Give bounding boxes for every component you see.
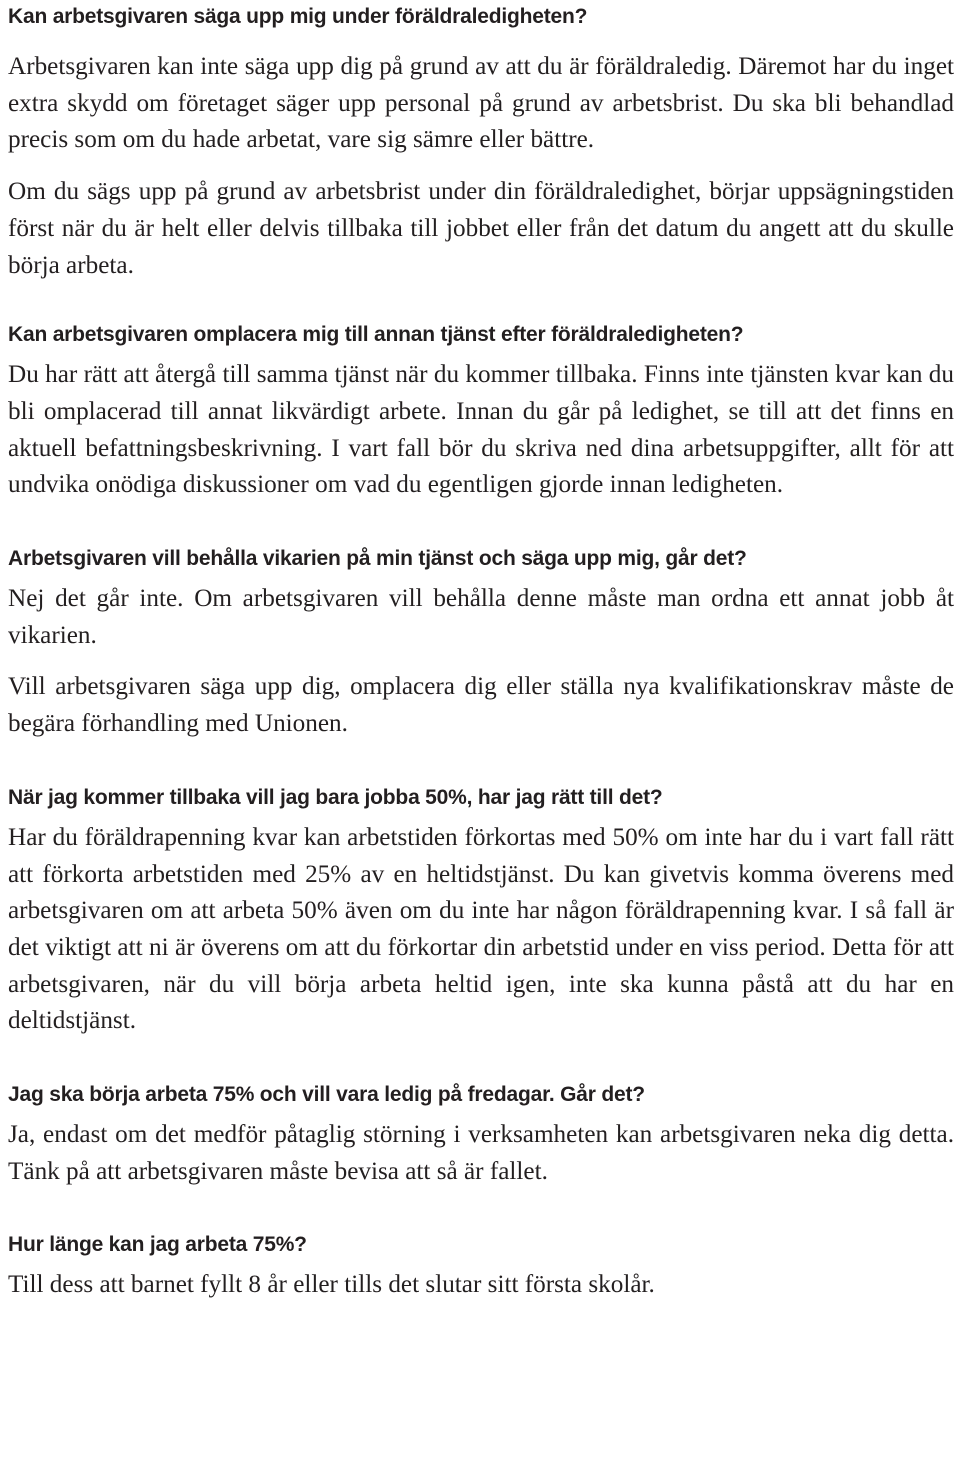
paragraph-dismissal-2: Om du sägs upp på grund av arbetsbrist under din föräldraledighet, börjar uppsägningstiden först när du är helt eller delvis tillbaka till jobbet eller från det datum du angett att du skulle börja arbeta. xyxy=(8,178,954,279)
heading-keep-substitute: Arbetsgivaren vill behålla vikarien på min tjänst och säga upp mig, går det? xyxy=(8,547,747,571)
document-page xyxy=(8,0,954,1304)
heading-work-50-percent: När jag kommer tillbaka vill jag bara jobba 50%, har jag rätt till det? xyxy=(8,785,663,809)
heading-reassignment: Kan arbetsgivaren omplacera mig till annan tjänst efter föräldraledigheten? xyxy=(8,323,744,347)
paragraph-how-long-75: Till dess att barnet fyllt 8 år eller tills det slutar sitt första skolår. xyxy=(8,1271,655,1299)
paragraph-reassignment: Du har rätt att återgå till samma tjänst när du kommer tillbaka. Finns inte tjänsten kvar kan du bli omplacerad till annat likvärdigt arbete. Innan du går på ledighet, se till att det finns en aktuell befattningsbeskrivning. I vart fall bör du skriva ned dina arbetsuppgifter, allt för att undvika onödiga diskussioner om vad du egentligen gjorde innan ledigheten. xyxy=(8,361,954,499)
heading-dismissal-during-leave: Kan arbetsgivaren säga upp mig under föräldraledigheten? xyxy=(8,5,588,28)
heading-how-long-75: Hur länge kan jag arbeta 75%? xyxy=(8,1233,307,1257)
paragraph-work-50-percent: Har du föräldrapenning kvar kan arbetstiden förkortas med 50% om inte har du i vart fall rätt att förkorta arbetstiden med 25% av en heltidstjänst. Du kan givetvis komma överens med arbetsgivaren om att arbeta 50% även om du inte har någon föräldrapenning kvar. I så fall är det viktigt att ni är överens om att du förkortar din arbetstid under en viss period. Detta för att arbetsgivaren, när du vill börja arbeta heltid igen, inte ska kunna påstå att du har en deltidstjänst. xyxy=(8,823,954,1035)
paragraph-dismissal-1: Arbetsgivaren kan inte säga upp dig på grund av att du är föräldraledig. Däremot har du inget extra skydd om företaget säger upp personal på grund av arbetsbrist. Du ska bli behandlad precis som om du hade arbetat, vare sig sämre eller bättre. xyxy=(8,53,954,154)
heading-work-75-fridays: Jag ska börja arbeta 75% och vill vara ledig på fredagar. Går det? xyxy=(8,1083,645,1107)
paragraph-work-75-fridays: Ja, endast om det medför påtaglig störning i verksamheten kan arbetsgivaren neka dig detta. Tänk på att arbetsgivaren måste bevisa att så är fallet. xyxy=(8,1121,954,1185)
paragraph-keep-substitute-1: Nej det går inte. Om arbetsgivaren vill behålla denne måste man ordna ett annat jobb åt vikarien. xyxy=(8,585,954,649)
paragraph-keep-substitute-2: Vill arbetsgivaren säga upp dig, omplacera dig eller ställa nya kvalifikationskrav måste de begära förhandling med Unionen. xyxy=(8,673,954,738)
